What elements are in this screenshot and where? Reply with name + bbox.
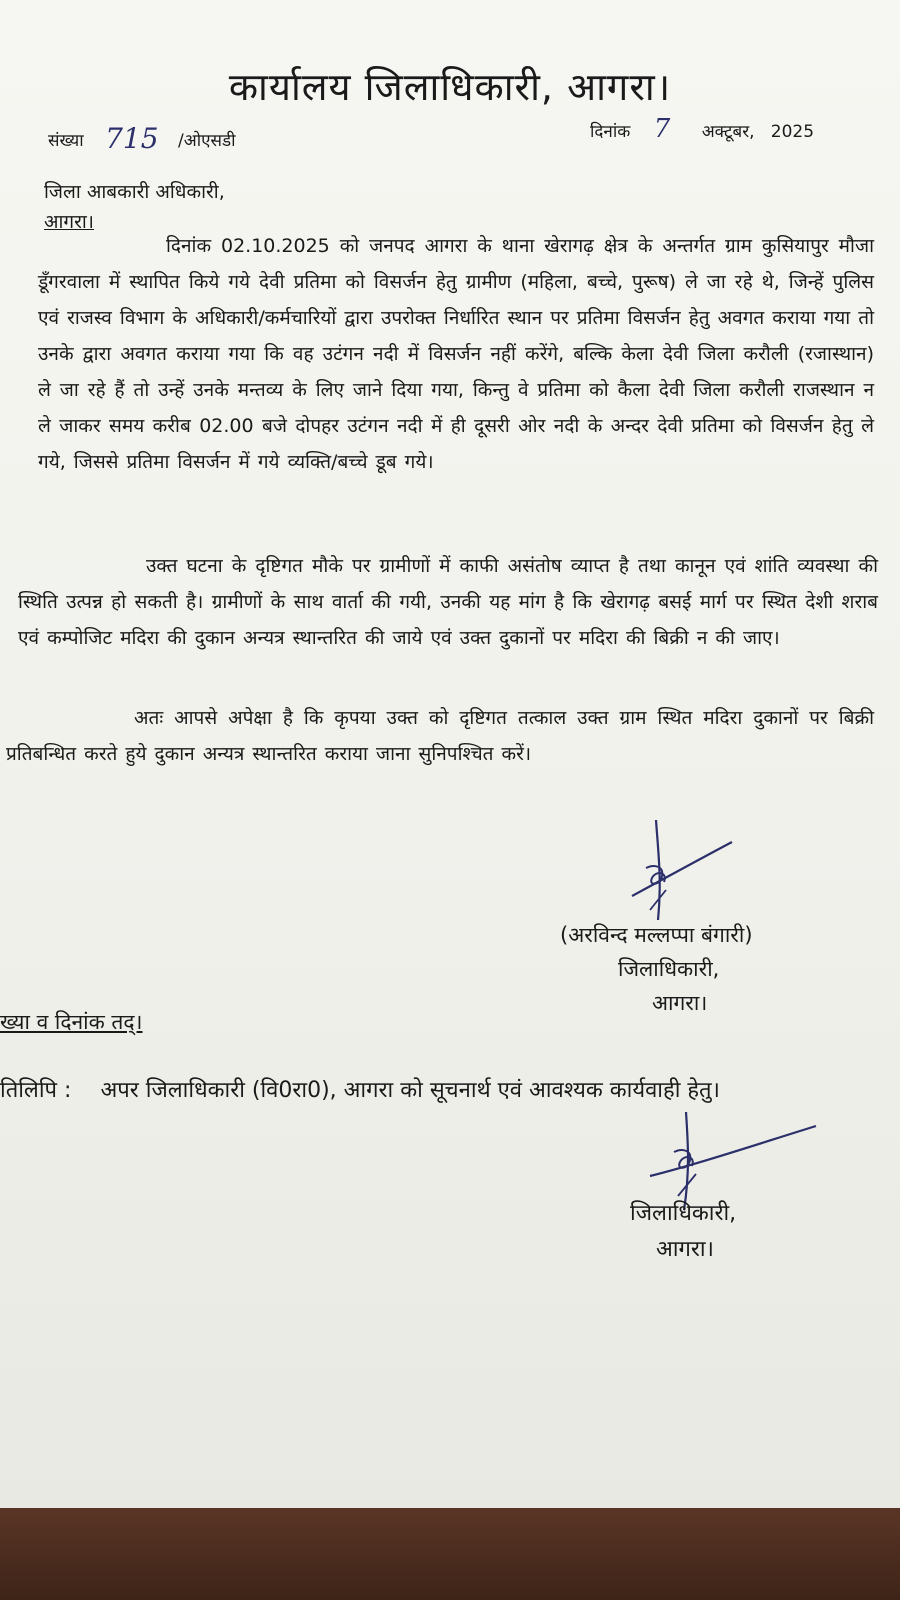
copy-text: अपर जिलाधिकारी (वि0रा0), आगरा को सूचनार्थ एवं आवश्यक कार्यवाही हेतु। (100, 1078, 720, 1103)
reference-number: 715 (105, 122, 159, 155)
reference-line (48, 120, 235, 153)
copy-line (0, 1074, 900, 1104)
copy-signatory-designation: जिलाधिकारी, (630, 1201, 737, 1226)
copy-signatory-block (630, 1196, 736, 1268)
signatory-city: आगरा। (652, 991, 708, 1015)
copy-label: तिलिपि : (0, 1078, 72, 1103)
date-month-year: अक्टूबर, 2025 (701, 122, 815, 142)
body-paragraph-2: उक्त घटना के दृष्टिगत मौके पर ग्रामीणों में काफी असंतोष व्याप्त है तथा कानून एवं शांति व्यवस्था की स्थिति उत्पन्न हो सकती है। ग्रामीणों के साथ वार्ता की गयी, उनकी यह मांग है कि खेरागढ़ बसई मार्ग पर स्थित देशी शराब एवं कम्पोजिट मदिरा की दुकान अन्यत्र स्थान्तरित की जाये एवं उक्त दुकानों पर मदिरा की बिक्री न की जाए। (18, 555, 878, 649)
date-day: 7 (653, 114, 671, 144)
date-line (590, 114, 814, 144)
table-surface (0, 1508, 900, 1600)
signatory-name: (अरविन्द मल्लप्पा बंगारी) (560, 923, 753, 947)
body-paragraph-1: दिनांक 02.10.2025 को जनपद आगरा के थाना खेरागढ़ क्षेत्र के अन्तर्गत ग्राम कुसियापुर मौजा डूँगरवाला में स्थापित किये गये देवी प्रतिमा को विसर्जन हेतु ग्रामीण (महिला, बच्चे, पुरूष) ले जा रहे थे, जिन्हें पुलिस एवं राजस्व विभाग के अधिकारी/कर्मचारियों द्वारा उपरोक्त निर्धारित स्थान पर प्रतिमा विसर्जन हेतु अवगत कराया गया तो उनके द्वारा अवगत कराया गया कि वह उटंगन नदी में विसर्जन नहीं करेंगे, बल्कि केला देवी जिला करौली (रजास्थान) ले जा रहे हैं तो उन्हें उनके मन्तव्य के लिए जाने दिया गया, किन्तु वे प्रतिमा को कैला देवी जिला करौली राजस्थान न ले जाकर समय करीब 02.00 बजे दोपहर उटंगन नदी में ही दूसरी ओर नदी के अन्दर देवी प्रतिमा को विसर्जन हेतु ले गये, जिससे प्रतिमा विसर्जन में गये व्यक्ति/बच्चे डूब गये। (38, 235, 874, 473)
addressee-city: आगरा। (44, 211, 95, 233)
reference-label: संख्या (48, 131, 84, 151)
reference-suffix: /ओएसडी (177, 131, 236, 151)
copy-signatory-city: आगरा। (656, 1237, 714, 1262)
copy-reference: ख्या व दिनांक तद्। (0, 1010, 143, 1034)
signatory-designation: जिलाधिकारी, (618, 957, 720, 981)
signatory-block (560, 918, 860, 1020)
addressee-title: जिला आबकारी अधिकारी, (44, 181, 225, 203)
signature-mark (628, 820, 738, 924)
body-paragraph-3: अतः आपसे अपेक्षा है कि कृपया उक्त को दृष्टिगत तत्काल उक्त ग्राम स्थित मदिरा दुकानों पर बिक्री प्रतिबन्धित करते हुये दुकान अन्यत्र स्थान्तरित कराया जाना सुनिपश्चित करें। (6, 707, 874, 765)
date-label: दिनांक (590, 122, 631, 142)
office-title: कार्यालय जिलाधिकारी, आगरा। (228, 65, 672, 109)
